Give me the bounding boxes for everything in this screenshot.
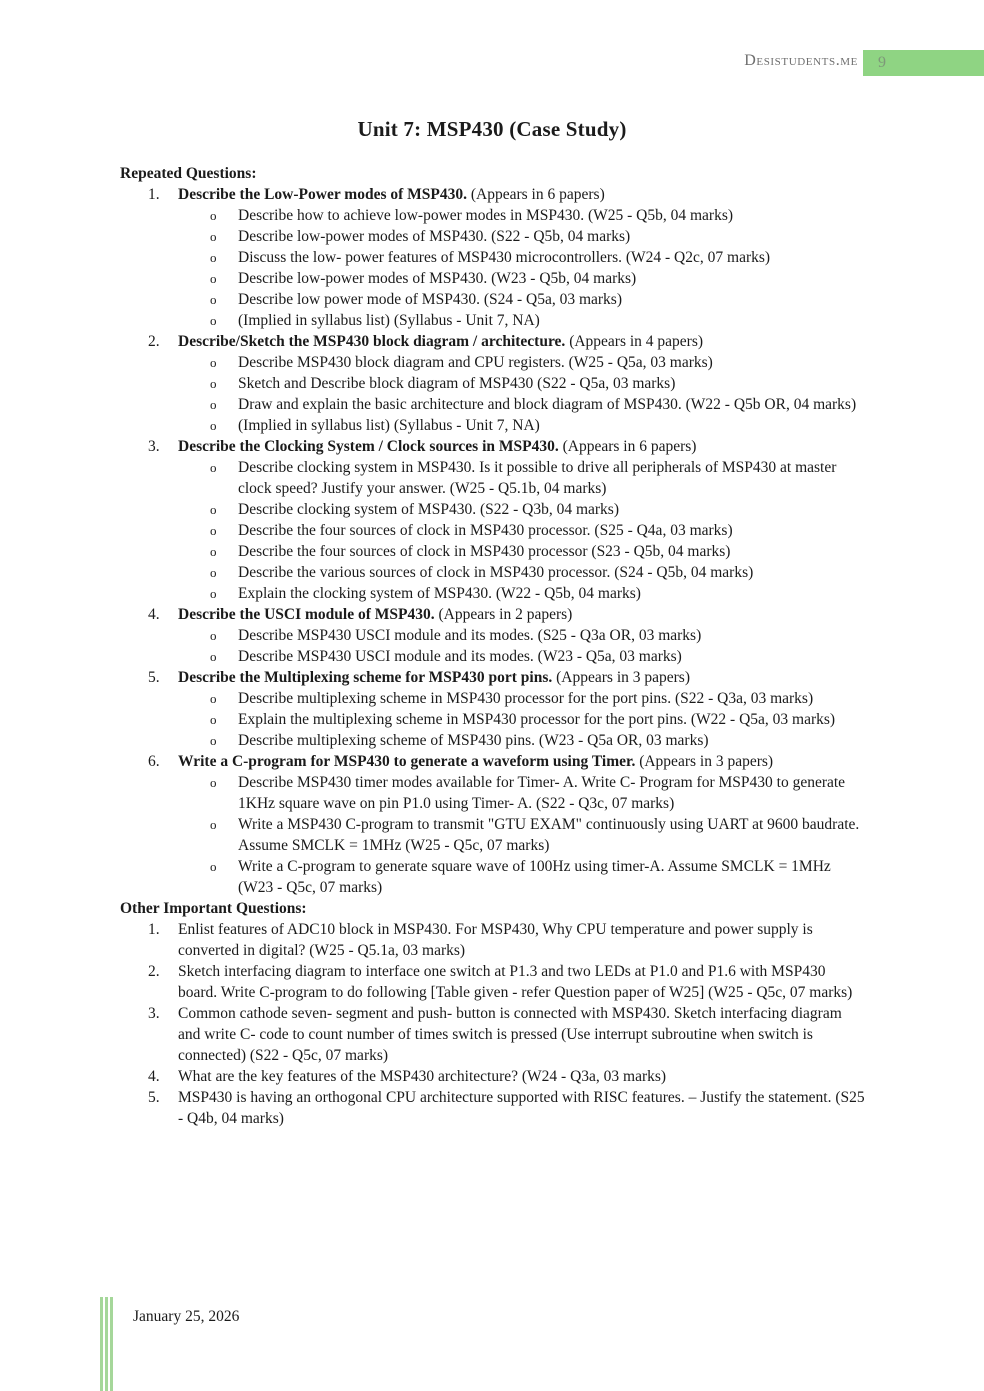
sub-question [120,373,868,394]
sub-question-text: Describe clocking system of MSP430. (S22 - Q3b, 04 marks) [238,501,619,518]
page-number-badge [863,50,984,76]
bullet-marker: o [210,418,217,433]
bullet-marker: o [210,250,217,265]
item-number: 4. [148,1068,160,1085]
item-number: 2. [148,963,160,980]
bullet-marker: o [210,460,217,475]
sub-question-text: Describe MSP430 block diagram and CPU registers. (W25 - Q5a, 03 marks) [238,354,713,371]
green-line [110,1297,113,1391]
page-title: Unit 7: MSP430 (Case Study) [357,117,627,141]
item-number: 4. [148,606,160,623]
sub-question-text: Describe low-power modes of MSP430. (W23 - Q5b, 04 marks) [238,270,637,287]
sub-question [120,583,868,604]
bullet-marker: o [210,523,217,538]
sub-question [120,415,868,436]
bullet-marker: o [210,649,217,664]
sub-question-text: (Implied in syllabus list) (Syllabus - Unit 7, NA) [238,312,540,329]
question-item [120,1087,868,1129]
sub-question-text: (Implied in syllabus list) (Syllabus - Unit 7, NA) [238,417,540,434]
bullet-marker: o [210,817,217,832]
sub-question-text: Describe multiplexing scheme in MSP430 processor for the port pins. (S22 - Q3a, 03 marks) [238,690,814,707]
footer-date: January 25, 2026 [133,1308,240,1325]
sub-question-text: Describe clocking system in MSP430. Is it possible to drive all peripherals of MSP430 at master clock speed? Justify your answer. (W25 - Q5.1b, 04 marks) [238,459,837,497]
bullet-marker: o [210,733,217,748]
item-number: 3. [148,1005,160,1022]
sub-question [120,856,868,898]
item-number: 5. [148,1089,160,1106]
item-text: Sketch interfacing diagram to interface one switch at P1.3 and two LEDs at P1.0 and P1.6 with MSP430 board. Write C-program to do following [Table given - refer Question paper of W25] (W25 - Q5c, 07 marks) [178,963,853,1001]
questions-content [120,163,868,1129]
sub-question-text: Describe how to achieve low-power modes in MSP430. (W25 - Q5b, 04 marks) [238,207,734,224]
section-heading: Other Important Questions: [120,900,307,917]
sub-question-text: Describe MSP430 timer modes available for Timer- A. Write C- Program for MSP430 to generate 1KHz square wave on pin P1.0 using Timer- A. (S22 - Q3c, 07 marks) [238,774,846,812]
item-text [178,604,868,625]
sub-question [120,520,868,541]
sub-question [120,772,868,814]
question-item [120,436,868,457]
green-line [100,1297,103,1391]
item-number: 2. [148,333,160,350]
item-bold-text: Describe/Sketch the MSP430 block diagram / architecture. [178,333,566,350]
question-item [120,667,868,688]
bullet-marker: o [210,544,217,559]
bullet-marker: o [210,313,217,328]
item-number: 3. [148,438,160,455]
sub-question [120,310,868,331]
sub-question-text: Describe multiplexing scheme of MSP430 pins. (W23 - Q5a OR, 03 marks) [238,732,709,749]
item-text [178,436,868,457]
page-header [0,50,984,77]
sub-question [120,625,868,646]
sub-question [120,814,868,856]
sub-question [120,562,868,583]
item-suffix-text: (Appears in 4 papers) [565,333,704,350]
bullet-marker: o [210,208,217,223]
question-item [120,184,868,205]
sub-question-text: Explain the clocking system of MSP430. (W22 - Q5b, 04 marks) [238,585,641,602]
sub-question [120,688,868,709]
item-bold-text: Describe the Clocking System / Clock sources in MSP430. [178,438,559,455]
item-bold-text: Write a C-program for MSP430 to generate a waveform using Timer. [178,753,636,770]
bullet-marker: o [210,859,217,874]
sub-question-text: Sketch and Describe block diagram of MSP430 (S22 - Q5a, 03 marks) [238,375,676,392]
item-suffix-text: (Appears in 3 papers) [552,669,690,686]
item-text: Enlist features of ADC10 block in MSP430. For MSP430, Why CPU temperature and power supply is converted in digital? (W25 - Q5.1a, 03 marks) [178,921,813,959]
item-text [178,751,868,772]
question-item [120,1066,868,1087]
bullet-marker: o [210,229,217,244]
item-text [178,184,868,205]
bullet-marker: o [210,691,217,706]
question-item [120,604,868,625]
sub-question [120,289,868,310]
bullet-marker: o [210,565,217,580]
sub-question-text: Describe the various sources of clock in MSP430 processor. (S24 - Q5b, 04 marks) [238,564,754,581]
item-suffix-text: (Appears in 6 papers) [467,186,605,203]
sub-question [120,499,868,520]
item-text [178,667,868,688]
item-text: Common cathode seven- segment and push- button is connected with MSP430. Sketch interfacing diagram and write C- code to count number of times switch is pressed (Use interrupt subroutine when switch is connected) (S22 - Q5c, 07 marks) [178,1005,842,1064]
sub-question [120,268,868,289]
sub-question [120,226,868,247]
item-number: 6. [148,753,160,770]
bullet-marker: o [210,397,217,412]
sub-question [120,205,868,226]
item-bold-text: Describe the Low-Power modes of MSP430. [178,186,467,203]
sub-question-text: Draw and explain the basic architecture and block diagram of MSP430. (W22 - Q5b OR, 04 marks) [238,396,857,413]
sub-question [120,247,868,268]
question-item [120,919,868,961]
footer-decoration-lines [100,1297,113,1391]
sub-question-text: Write a C-program to generate square wave of 100Hz using timer-A. Assume SMCLK = 1MHz (W23 - Q5c, 07 marks) [238,858,831,896]
bullet-marker: o [210,628,217,643]
sub-question-text: Explain the multiplexing scheme in MSP430 processor for the port pins. (W22 - Q5a, 03 marks) [238,711,836,728]
item-suffix-text: (Appears in 6 papers) [558,438,697,455]
item-suffix-text: (Appears in 2 papers) [434,606,573,623]
bullet-marker: o [210,712,217,727]
sub-question-text: Write a MSP430 C-program to transmit "GTU EXAM" continuously using UART at 9600 baudrate. Assume SMCLK = 1MHz (W25 - Q5c, 07 marks) [238,816,860,854]
bullet-marker: o [210,376,217,391]
item-number: 1. [148,921,160,938]
sub-question-text: Describe MSP430 USCI module and its modes. (S25 - Q3a OR, 03 marks) [238,627,702,644]
item-number: 5. [148,669,160,686]
sub-question-text: Describe the four sources of clock in MSP430 processor (S23 - Q5b, 04 marks) [238,543,731,560]
item-text [178,331,868,352]
bullet-marker: o [210,775,217,790]
sub-question-text: Describe low-power modes of MSP430. (S22 - Q5b, 04 marks) [238,228,631,245]
item-bold-text: Describe the USCI module of MSP430. [178,606,435,623]
item-bold-text: Describe the Multiplexing scheme for MSP430 port pins. [178,669,553,686]
bullet-marker: o [210,355,217,370]
bullet-marker: o [210,271,217,286]
item-text: What are the key features of the MSP430 architecture? (W24 - Q3a, 03 marks) [178,1068,667,1085]
item-suffix-text: (Appears in 3 papers) [635,753,774,770]
site-name: Desistudents.me [744,52,858,69]
sub-question-text: Describe low power mode of MSP430. (S24 - Q5a, 03 marks) [238,291,622,308]
sub-question [120,352,868,373]
item-number: 1. [148,186,160,203]
question-item [120,961,868,1003]
sub-question [120,394,868,415]
item-text: MSP430 is having an orthogonal CPU architecture supported with RISC features. – Justify the statement. (S25 - Q4b, 04 marks) [178,1089,865,1127]
page-number: 9 [878,54,886,71]
section-heading: Repeated Questions: [120,165,257,182]
sub-question [120,730,868,751]
sub-question-text: Discuss the low- power features of MSP430 microcontrollers. (W24 - Q2c, 07 marks) [238,249,771,266]
bullet-marker: o [210,292,217,307]
sub-question-text: Describe MSP430 USCI module and its modes. (W23 - Q5a, 03 marks) [238,648,682,665]
question-item [120,751,868,772]
sub-question-text: Describe the four sources of clock in MSP430 processor. (S25 - Q4a, 03 marks) [238,522,733,539]
bullet-marker: o [210,502,217,517]
green-line [105,1297,108,1391]
bullet-marker: o [210,586,217,601]
sub-question [120,709,868,730]
sub-question [120,541,868,562]
sub-question [120,457,868,499]
question-item [120,331,868,352]
question-item [120,1003,868,1066]
sub-question [120,646,868,667]
